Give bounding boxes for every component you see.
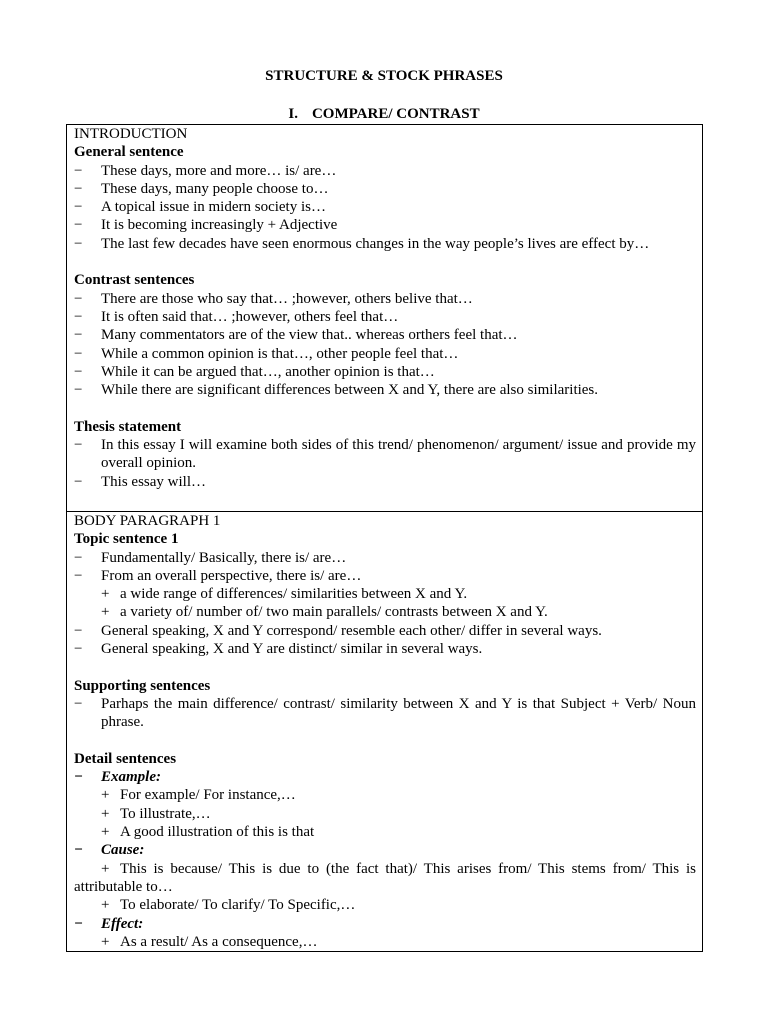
list-item: − While a common opinion is that…, other people feel that… (74, 345, 696, 363)
list-item: − From an overall perspective, there is/ are… (74, 567, 696, 585)
list-item: − General speaking, X and Y are distinct/ similar in several ways. (74, 640, 696, 658)
example-label: − Example: (74, 768, 696, 786)
introduction-box (66, 124, 703, 512)
sub-list-item: + A good illustration of this is that (74, 823, 696, 841)
list-item: − Many commentators are of the view that.. whereas orthers feel that… (74, 326, 696, 344)
list-item: − While there are significant differences between X and Y, there are also similarities. (74, 381, 696, 399)
list-item: − This essay will… (74, 473, 696, 491)
cause-label: − Cause: (74, 841, 696, 859)
sub-list-item (74, 860, 696, 897)
cause-item-text: This is because/ This is due to (the fact that)/ This arises from/ This stems from/ This is attributable to… (74, 860, 696, 895)
list-item: − In this essay I will examine both sides of this trend/ phenomenon/ argument/ issue and provide my overall opinion. (74, 436, 696, 473)
document-title: STRUCTURE & STOCK PHRASES (265, 68, 503, 84)
sub-list-item: + a variety of/ number of/ two main parallels/ contrasts between X and Y. (74, 603, 696, 621)
list-item: − Fundamentally/ Basically, there is/ are… (74, 549, 696, 567)
list-item: − It is becoming increasingly + Adjective (74, 216, 696, 234)
thesis-statement-heading: Thesis statement (74, 418, 182, 435)
spacer (74, 732, 696, 750)
intro-label: INTRODUCTION (74, 126, 188, 142)
sub-list-item: + As a result/ As a consequence,… (74, 933, 696, 951)
detail-sentences-heading: Detail sentences (74, 750, 177, 767)
general-sentence-heading: General sentence (74, 144, 184, 161)
spacer (74, 253, 696, 271)
list-item: − These days, more and more… is/ are… (74, 162, 696, 180)
section-title (0, 106, 768, 123)
body-paragraph-1-box (66, 511, 703, 952)
topic-sentence-heading: Topic sentence 1 (74, 531, 179, 548)
sub-list-item: + To elaborate/ To clarify/ To Specific,… (74, 896, 696, 914)
list-item: − The last few decades have seen enormous changes in the way people’s lives are effect by… (74, 235, 696, 253)
supporting-sentences-heading: Supporting sentences (74, 677, 211, 694)
sub-list-item: + For example/ For instance,… (74, 786, 696, 804)
sub-list-item: + a wide range of differences/ similarities between X and Y. (74, 585, 696, 603)
list-item: − A topical issue in midern society is… (74, 198, 696, 216)
plus-marker: + (101, 860, 110, 877)
section-label: COMPARE/ CONTRAST (311, 106, 480, 122)
spacer (74, 658, 696, 676)
list-item: − These days, many people choose to… (74, 180, 696, 198)
spacer (74, 399, 696, 417)
list-item: − Parhaps the main difference/ contrast/ similarity between X and Y is that Subject + Verb/ Noun phrase. (74, 695, 696, 732)
body1-label: BODY PARAGRAPH 1 (74, 513, 221, 529)
list-item: − There are those who say that… ;however, others belive that… (74, 290, 696, 308)
list-item: − While it can be argued that…, another opinion is that… (74, 363, 696, 381)
effect-label: − Effect: (74, 915, 696, 933)
section-numeral: I. (288, 106, 298, 122)
sub-list-item: + To illustrate,… (74, 805, 696, 823)
contrast-sentences-heading: Contrast sentences (74, 272, 195, 289)
list-item: − It is often said that… ;however, others feel that… (74, 308, 696, 326)
list-item: − General speaking, X and Y correspond/ resemble each other/ differ in several ways. (74, 622, 696, 640)
